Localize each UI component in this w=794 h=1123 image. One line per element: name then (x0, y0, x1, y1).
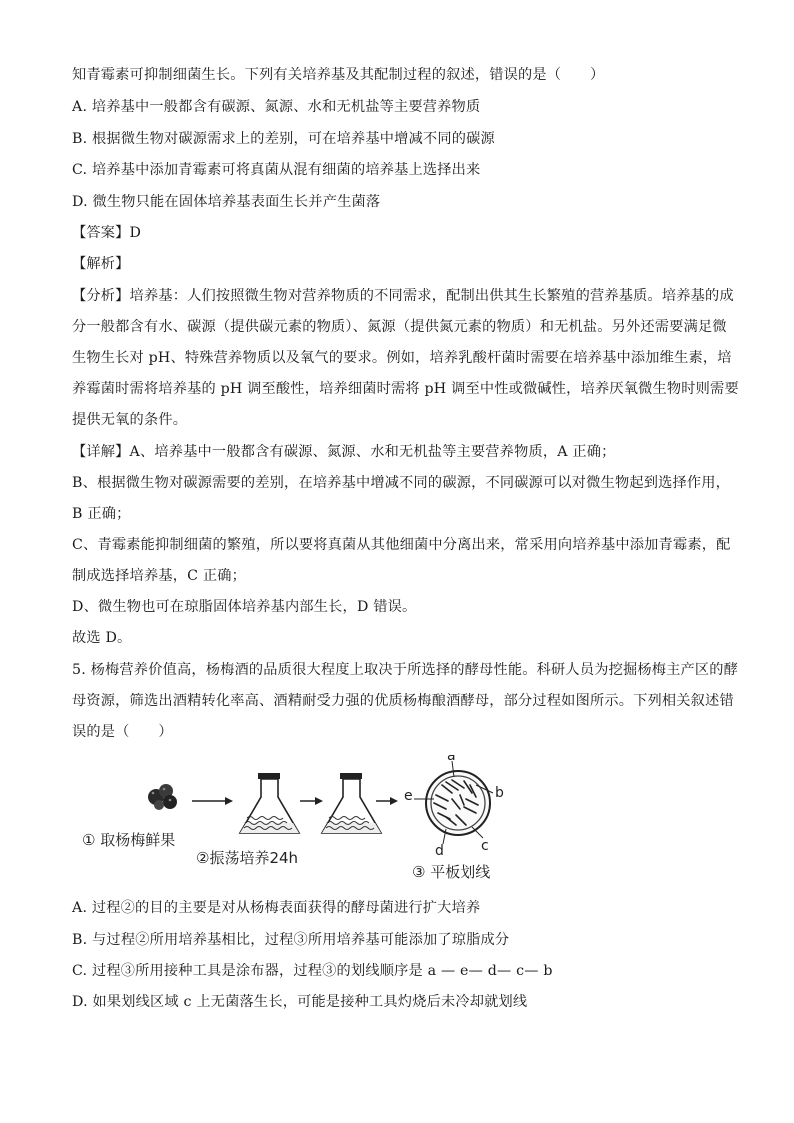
step-1-label: ① 取杨梅鲜果 (82, 831, 176, 849)
q4-option-c: C. 培养基中添加青霉素可将真菌从混有细菌的培养基上选择出来 (72, 162, 481, 178)
question-5-stem: 5. 杨梅营养价值高，杨梅酒的品质很大程度上取决于所选择的酵母性能。科研人员为挖掘杨梅主产区的酵 (72, 662, 739, 678)
q4-option-a: A. 培养基中一般都含有碳源、氮源、水和无机盐等主要营养物质 (72, 99, 481, 115)
q4-detail-line: B 正确； (72, 506, 131, 522)
arrow-icon (300, 797, 323, 805)
q4-answer: 【答案】D (72, 225, 142, 241)
q5-option-d: D. 如果划线区域 c 上无菌落生长，可能是接种工具灼烧后未冷却就划线 (72, 994, 528, 1010)
flask-icon (322, 773, 381, 833)
q5-option-a: A. 过程②的目的主要是对从杨梅表面获得的酵母菌进行扩大培养 (72, 900, 481, 916)
arrow-icon (376, 797, 398, 805)
q4-option-d: D. 微生物只能在固体培养基表面生长并产生菌落 (72, 194, 381, 210)
q4-analysis-line: 养霉菌时需将培养基的 pH 调至酸性，培养细菌时需将 pH 调至中性或微碱性，培养厌氧微生物时则需要 (72, 381, 739, 397)
bayberry-icon (148, 784, 177, 810)
q4-analysis-heading: 【解析】 (72, 256, 130, 272)
question-5-stem: 误的是（ ） (72, 724, 173, 740)
q4-detail-line: B、根据微生物对碳源需要的差别，在培养基中增减不同的碳源，不同碳源可以对微生物起到选择作用， (72, 475, 731, 491)
q4-detail-line: 故选 D。 (72, 630, 132, 646)
label-a: a (447, 755, 456, 764)
q4-analysis-line: 【分析】培养基：人们按照微生物对营养物质的不同需求，配制出供其生长繁殖的营养基质。培养基的成 (72, 288, 734, 304)
step-3-label: ③ 平板划线 (412, 863, 491, 881)
q4-analysis-line: 生物生长对 pH、特殊营养物质以及氧气的要求。例如，培养乳酸杆菌时需要在培养基中添加维生素，培 (72, 350, 732, 366)
q4-analysis-line: 分一般都含有水、碳源（提供碳元素的物质）、氮源（提供氮元素的物质）和无机盐。另外还需要满足微 (72, 319, 727, 335)
label-c: c (481, 838, 489, 854)
label-d: d (435, 843, 444, 859)
process-diagram (80, 755, 540, 885)
q4-detail-line: 【详解】A、培养基中一般都含有碳源、氮源、水和无机盐等主要营养物质，A 正确； (72, 444, 616, 460)
petri-dish-icon (414, 761, 493, 844)
q4-analysis-line: 提供无氧的条件。 (72, 412, 188, 428)
q5-option-c: C. 过程③所用接种工具是涂布器，过程③的划线顺序是 a — e— d— c— b (72, 963, 553, 979)
q4-option-b: B. 根据微生物对碳源需求上的差别，可在培养基中增减不同的碳源 (72, 131, 495, 147)
q5-option-b: B. 与过程②所用培养基相比，过程③所用培养基可能添加了琼脂成分 (72, 932, 510, 948)
question-5-stem: 母资源，筛选出酒精转化率高、酒精耐受力强的优质杨梅酿酒酵母，部分过程如图所示。下列相关叙述错 (72, 693, 734, 709)
q4-detail-line: D、微生物也可在琼脂固体培养基内部生长，D 错误。 (72, 599, 417, 615)
flask-icon (240, 773, 299, 833)
q4-detail-line: C、青霉素能抑制细菌的繁殖，所以要将真菌从其他细菌中分离出来，常采用向培养基中添加青霉素，配 (72, 537, 731, 553)
step-2-label: ②振荡培养24h (196, 849, 299, 867)
label-b: b (495, 785, 504, 801)
arrow-icon (192, 797, 233, 805)
q4-detail-line: 制成选择培养基，C 正确； (72, 568, 247, 584)
question-4-stem: 知青霉素可抑制细菌生长。下列有关培养基及其配制过程的叙述，错误的是（ ） (72, 67, 605, 83)
label-e: e (404, 788, 413, 804)
